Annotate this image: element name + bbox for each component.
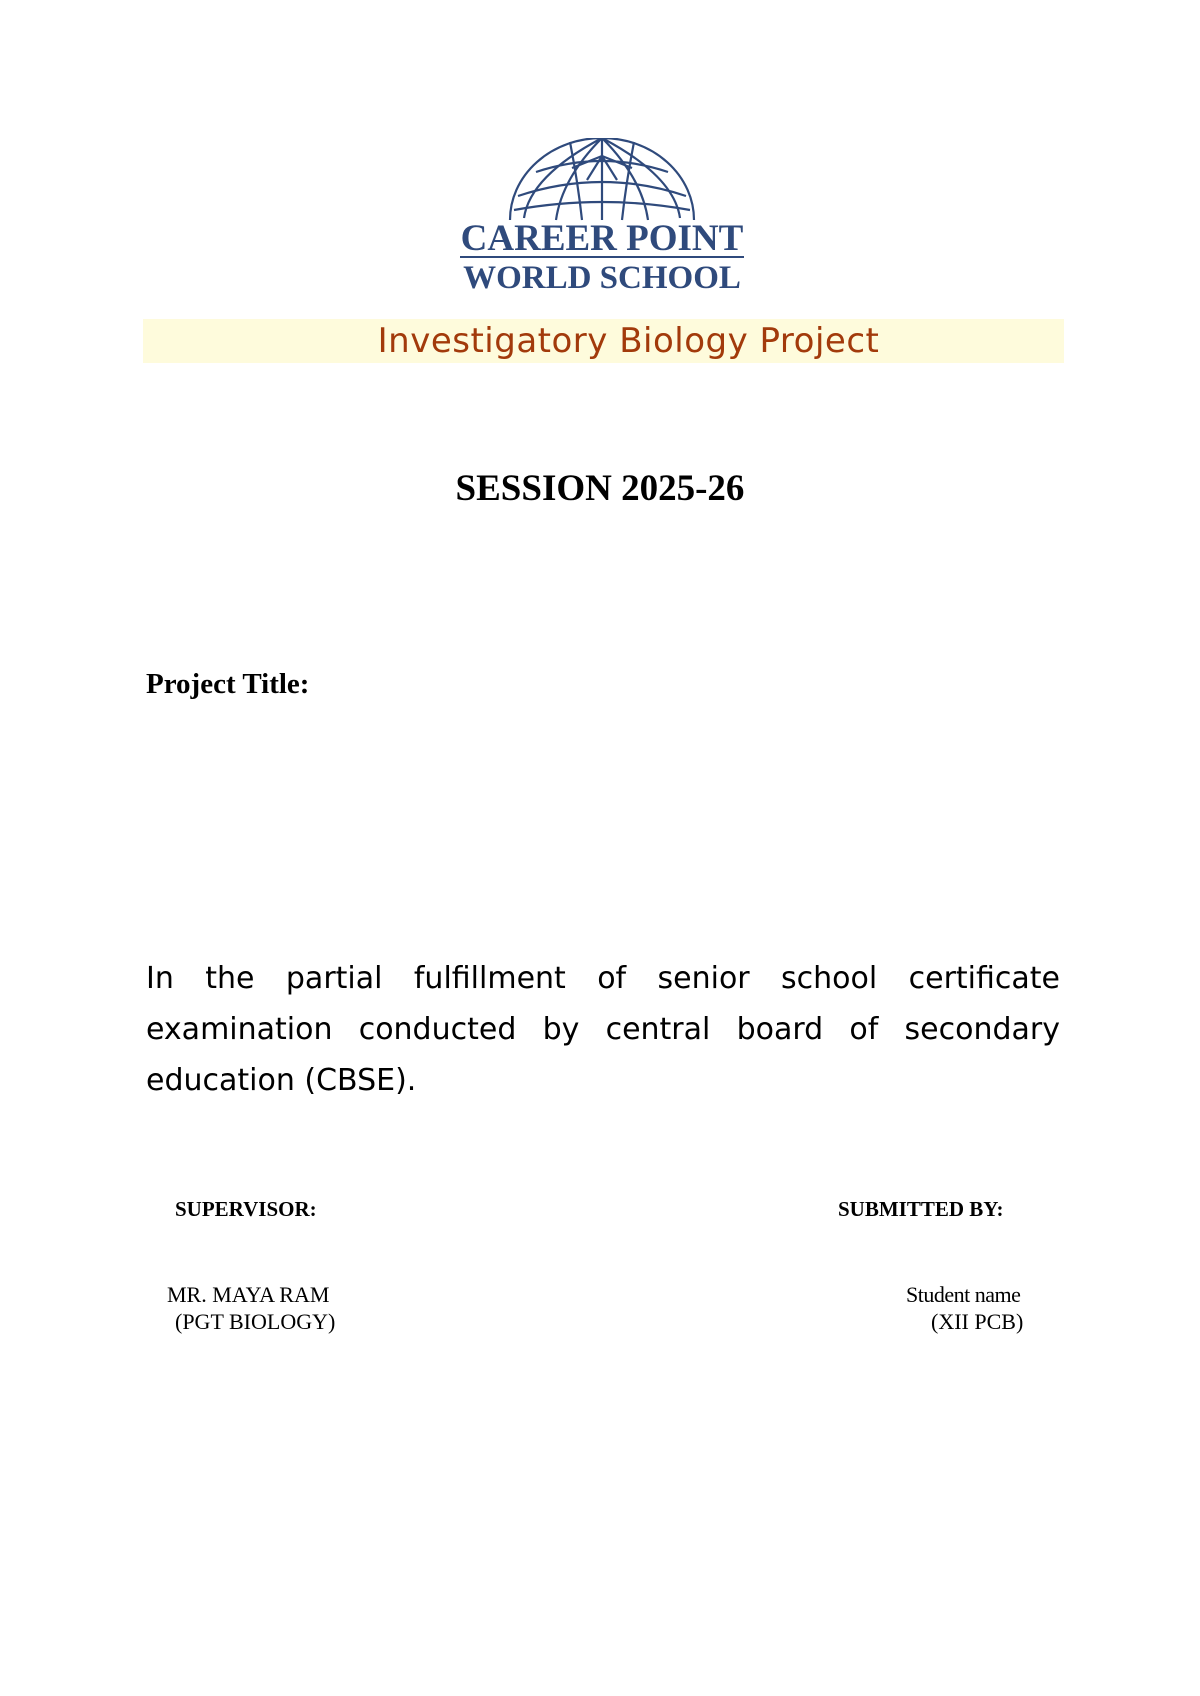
supervisor-designation: (PGT BIOLOGY) [175, 1309, 336, 1334]
project-title-label: Project Title: [146, 668, 310, 700]
session-heading: SESSION 2025-26 [455, 468, 745, 509]
submitted-by-heading: SUBMITTED BY: [838, 1197, 1004, 1221]
supervisor-name: MR. MAYA RAM [167, 1282, 330, 1307]
subtitle-band [143, 319, 1064, 363]
student-class: (XII PCB) [931, 1309, 1024, 1334]
fulfillment-paragraph: In the partial fulfillment of senior school certificate examination conducted by central board of secondary education (CBSE). [146, 961, 1060, 1098]
project-subtitle: Investigatory Biology Project [377, 321, 880, 361]
logo-line2: WORLD SCHOOL [463, 260, 741, 296]
logo-line1: CAREER POINT [460, 218, 744, 259]
school-logo [452, 138, 752, 298]
student-name: Student name [906, 1282, 1021, 1307]
globe-icon [510, 138, 694, 220]
supervisor-heading: SUPERVISOR: [175, 1197, 317, 1221]
